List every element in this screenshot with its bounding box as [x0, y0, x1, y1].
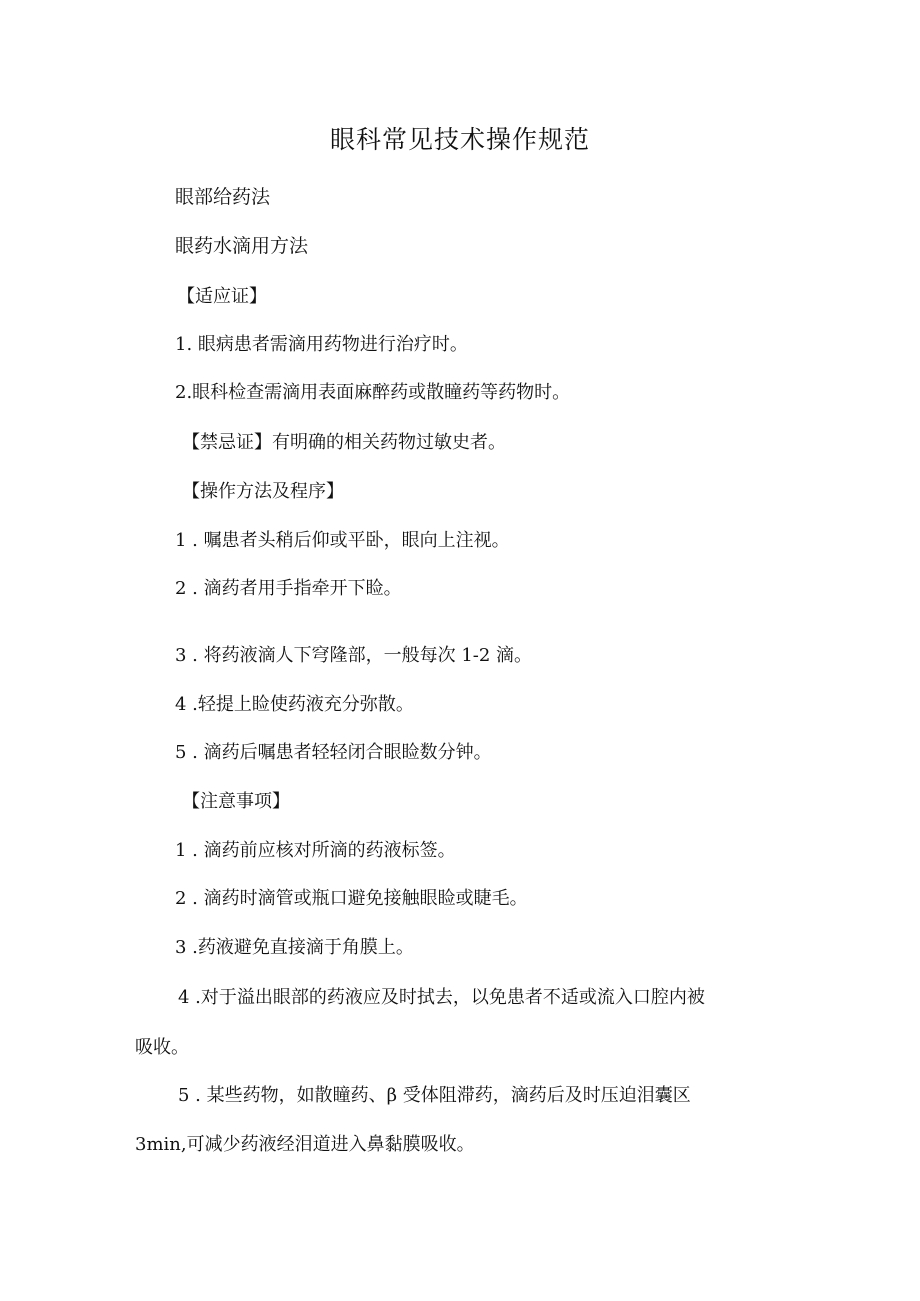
precaution-item: 3 .药液避免直接滴于角膜上。: [175, 937, 414, 958]
procedure-item: 5 . 滴药后嘱患者轻轻闭合眼睑数分钟。: [175, 742, 492, 763]
procedure-heading: 【操作方法及程序】: [182, 481, 344, 502]
indication-item: 1. 眼病患者需滴用药物进行治疗时。: [175, 334, 468, 355]
procedure-item: 1 . 嘱患者头稍后仰或平卧，眼向上注视。: [175, 530, 510, 551]
precaution-item: 4 .对于溢出眼部的药液应及时拭去，以免患者不适或流入口腔内被: [178, 987, 705, 1008]
procedure-item: 3 . 将药液滴人下穹隆部，一般每次 1-2 滴。: [175, 645, 533, 666]
indications-heading: 【适应证】: [177, 286, 267, 307]
precautions-heading: 【注意事项】: [182, 791, 290, 812]
contraindications-paragraph: 【禁忌证】有明确的相关药物过敏史者。: [182, 432, 506, 453]
section-title: 眼部给药法: [175, 186, 271, 208]
precaution-item: 1 . 滴药前应核对所滴的药液标签。: [175, 840, 456, 861]
subsection-title: 眼药水滴用方法: [175, 235, 309, 257]
indication-item: 2.眼科检查需滴用表面麻醉药或散瞳药等药物时。: [175, 382, 571, 403]
procedure-item: 4 .轻提上睑使药液充分弥散。: [175, 694, 414, 715]
precaution-item: 2 . 滴药时滴管或瓶口避免接触眼睑或睫毛。: [175, 888, 528, 909]
precaution-item: 5 . 某些药物，如散瞳药、β 受体阻滞药，滴药后及时压迫泪囊区: [178, 1085, 691, 1106]
precaution-item-continuation: 3min,可减少药液经泪道进入鼻黏膜吸收。: [135, 1134, 475, 1155]
precaution-item-continuation: 吸收。: [135, 1037, 189, 1058]
page-title: 眼科常见技术操作规范: [329, 125, 590, 154]
procedure-item: 2 . 滴药者用手指牵开下睑。: [175, 578, 402, 599]
